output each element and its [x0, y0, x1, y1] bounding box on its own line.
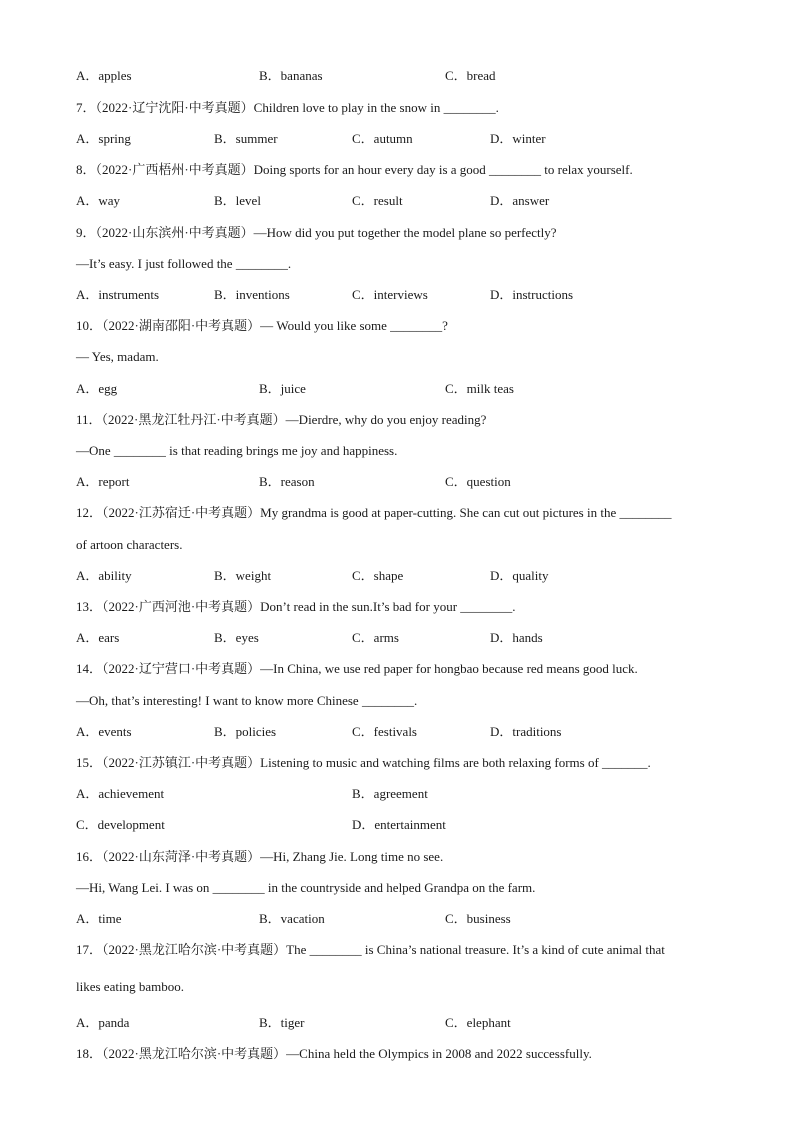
answer-option: C．result [352, 193, 403, 208]
answer-option: B．eyes [214, 630, 259, 645]
answer-option: A．ears [76, 630, 120, 645]
answer-option: A．spring [76, 131, 131, 146]
answer-option: A．panda [76, 1015, 130, 1030]
answer-option: B．summer [214, 131, 278, 146]
question-line: 13．（2022·广西河池·中考真题）Don’t read in the sun.It’s bad for your ________. [76, 599, 516, 614]
answer-option: B．weight [214, 568, 272, 583]
answer-option: D．hands [490, 630, 543, 645]
answer-option: B．tiger [259, 1015, 305, 1030]
answer-option: A．report [76, 474, 130, 489]
answer-option: A．egg [76, 381, 118, 396]
answer-option: B．level [214, 193, 261, 208]
answer-option: C．business [445, 911, 511, 926]
answer-option: C．question [445, 474, 511, 489]
question-line: —It’s easy. I just followed the ________. [76, 256, 292, 271]
question-line: 15．（2022·江苏镇江·中考真题）Listening to music and watching films are both relaxing forms of _______. [76, 755, 651, 770]
answer-option: D．quality [490, 568, 549, 583]
answer-option: A．time [76, 911, 122, 926]
answer-option: A．events [76, 724, 132, 739]
question-line: —Hi, Wang Lei. I was on ________ in the countryside and helped Grandpa on the farm. [76, 880, 536, 895]
question-line: 11．（2022·黑龙江牡丹江·中考真题）—Dierdre, why do you enjoy reading? [76, 412, 487, 427]
answer-option: B．policies [214, 724, 277, 739]
question-line: 8．（2022·广西梧州·中考真题）Doing sports for an hour every day is a good ________ to relax yourself. [76, 162, 633, 177]
question-line: 17．（2022·黑龙江哈尔滨·中考真题）The ________ is China’s national treasure. It’s a kind of cute animal that [76, 942, 665, 957]
answer-option: A．ability [76, 568, 132, 583]
answer-option: C．shape [352, 568, 404, 583]
answer-option: B．bananas [259, 68, 323, 83]
answer-option: C．milk teas [445, 381, 514, 396]
answer-option: C．elephant [445, 1015, 511, 1030]
answer-option: B．reason [259, 474, 315, 489]
question-line: — Yes, madam. [76, 349, 159, 364]
answer-option: D．answer [490, 193, 550, 208]
question-line: 18．（2022·黑龙江哈尔滨·中考真题）—China held the Olympics in 2008 and 2022 successfully. [76, 1046, 592, 1061]
answer-option: B．inventions [214, 287, 290, 302]
answer-option: C．development [76, 817, 165, 832]
answer-option: C．bread [445, 68, 496, 83]
answer-option: A．apples [76, 68, 132, 83]
question-line: likes eating bamboo. [76, 979, 184, 994]
question-line: 10．（2022·湖南邵阳·中考真题）— Would you like some ________? [76, 318, 448, 333]
question-line: —One ________ is that reading brings me joy and happiness. [76, 443, 398, 458]
question-line: —Oh, that’s interesting! I want to know more Chinese ________. [76, 693, 418, 708]
answer-option: B．agreement [352, 786, 428, 801]
question-line: 12．（2022·江苏宿迁·中考真题）My grandma is good at paper-cutting. She can cut out pictures in the ________ [76, 505, 672, 520]
answer-option: D．winter [490, 131, 546, 146]
answer-option: C．interviews [352, 287, 428, 302]
answer-option: D．traditions [490, 724, 562, 739]
question-line: 7．（2022·辽宁沈阳·中考真题）Children love to play in the snow in ________. [76, 100, 499, 115]
answer-option: B．vacation [259, 911, 325, 926]
answer-option: D．entertainment [352, 817, 446, 832]
question-line: 14．（2022·辽宁营口·中考真题）—In China, we use red paper for hongbao because red means good luck. [76, 661, 638, 676]
question-line: of artoon characters. [76, 537, 183, 552]
answer-option: A．achievement [76, 786, 165, 801]
question-line: 16．（2022·山东菏泽·中考真题）—Hi, Zhang Jie. Long time no see. [76, 849, 444, 864]
answer-option: A．way [76, 193, 121, 208]
answer-option: C．autumn [352, 131, 413, 146]
answer-option: C．arms [352, 630, 399, 645]
answer-option: D．instructions [490, 287, 574, 302]
answer-option: A．instruments [76, 287, 160, 302]
question-line: 9．（2022·山东滨州·中考真题）—How did you put together the model plane so perfectly? [76, 225, 557, 240]
answer-option: C．festivals [352, 724, 417, 739]
answer-option: B．juice [259, 381, 306, 396]
